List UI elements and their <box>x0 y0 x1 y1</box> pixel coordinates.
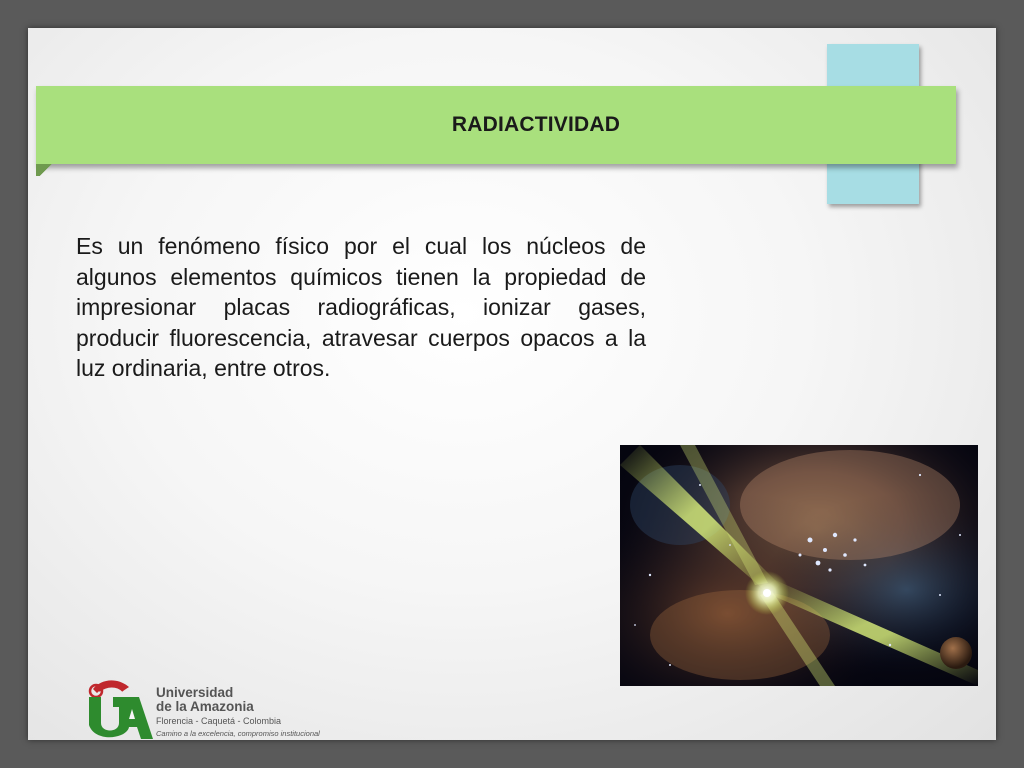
nebula-image <box>620 445 978 686</box>
slide-title: RADIACTIVIDAD <box>451 113 621 136</box>
logo-line-3: Florencia - Caquetá - Colombia <box>156 716 282 726</box>
banner-fold <box>36 164 56 176</box>
logo-line-2: de la Amazonia <box>156 699 254 714</box>
university-emblem-icon <box>83 673 155 745</box>
title-banner <box>36 86 956 164</box>
body-paragraph: Es un fenómeno físico por el cual los núcleos de algunos elementos químicos tienen la propiedad de impresionar placas radiográficas, ionizar gases, producir fluorescencia, atravesar cuerpos opacos a la luz ordinaria, entre otros. <box>76 233 646 382</box>
logo-line-1: Universidad <box>156 685 234 700</box>
logo-tagline: Camino a la excelencia, compromiso institucional <box>156 729 320 738</box>
nebula-illustration <box>620 445 978 686</box>
slide <box>28 28 996 740</box>
university-logo <box>83 673 383 748</box>
